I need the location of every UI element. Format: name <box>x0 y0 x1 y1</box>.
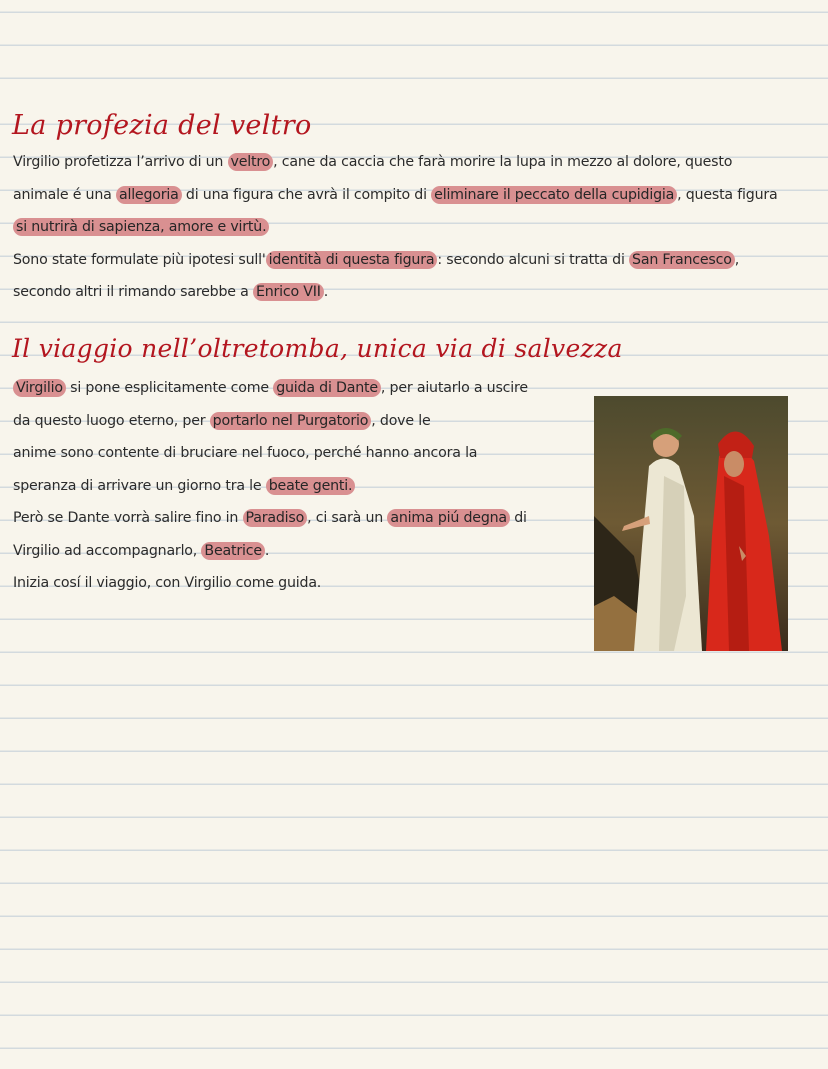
text-segment: di una figura che avrà il compito di <box>181 186 432 203</box>
text-line <box>13 179 778 212</box>
text-line <box>13 535 528 568</box>
text-segment: si pone esplicitamente come <box>65 380 274 396</box>
highlighted-text: Enrico VII <box>253 283 324 301</box>
text-segment: , dove le <box>371 412 431 429</box>
highlighted-text: San Francesco <box>629 251 735 269</box>
section-title-viaggio: Il viaggio nell’oltretomba, unica via di salvezza <box>12 334 623 363</box>
highlighted-text: si nutrirà di sapienza, amore e virtù. <box>13 218 269 236</box>
text-segment: . <box>323 284 329 300</box>
text-segment: Però se Dante vorrà salire fino in <box>13 510 243 526</box>
text-segment: anime sono contente di bruciare nel fuoco, perché hanno ancora la <box>13 445 478 461</box>
text-segment: Sono state formulate più ipotesi sull' <box>13 251 266 268</box>
text-segment: Virgilio ad accompagnarlo, <box>13 542 202 559</box>
text-line <box>13 567 528 600</box>
highlighted-text: veltro <box>228 153 274 171</box>
text-segment: , <box>734 251 739 268</box>
text-segment: . <box>264 542 270 559</box>
text-segment: speranza di arrivare un giorno tra le <box>13 477 266 494</box>
paragraph-veltro <box>13 146 778 309</box>
highlighted-text: anima piú degna <box>387 509 510 527</box>
text-line <box>13 244 778 277</box>
text-segment: , ci sarà un <box>307 510 388 526</box>
section-title-veltro: La profezia del veltro <box>12 110 312 141</box>
highlighted-text: beate genti. <box>266 477 356 495</box>
highlighted-text: Beatrice <box>201 542 264 560</box>
text-segment: : secondo alcuni si tratta di <box>437 251 630 268</box>
highlighted-text: portarlo nel Purgatorio <box>210 412 372 430</box>
dante-virgilio-painting <box>594 396 788 651</box>
text-segment: Virgilio profetizza l’arrivo di un <box>13 154 228 170</box>
highlighted-text: eliminare il peccato della cupidigia <box>431 186 677 204</box>
text-line <box>13 470 528 503</box>
text-line <box>13 211 778 244</box>
text-line <box>13 405 528 438</box>
paragraph-viaggio <box>13 372 528 600</box>
highlighted-text: allegoria <box>116 186 182 204</box>
text-segment: Inizia cosí il viaggio, con Virgilio come guida. <box>13 575 322 591</box>
text-line <box>13 372 528 405</box>
text-segment: , cane da caccia che farà morire la lupa in mezzo al dolore, questo <box>273 154 733 170</box>
text-line <box>13 146 778 179</box>
text-segment: , per aiutarlo a uscire <box>380 380 528 396</box>
text-segment: di <box>509 510 527 526</box>
text-line <box>13 437 528 470</box>
text-segment: animale é una <box>13 186 116 203</box>
text-line <box>13 276 778 309</box>
text-line <box>13 502 528 535</box>
highlighted-text: guida di Dante <box>273 379 381 397</box>
text-segment: da questo luogo eterno, per <box>13 412 210 429</box>
highlighted-text: Paradiso <box>243 509 308 527</box>
text-segment: , questa figura <box>677 186 778 203</box>
highlighted-text: identità di questa figura <box>266 251 438 269</box>
text-segment: secondo altri il rimando sarebbe a <box>13 284 253 300</box>
highlighted-text: Virgilio <box>13 379 66 397</box>
